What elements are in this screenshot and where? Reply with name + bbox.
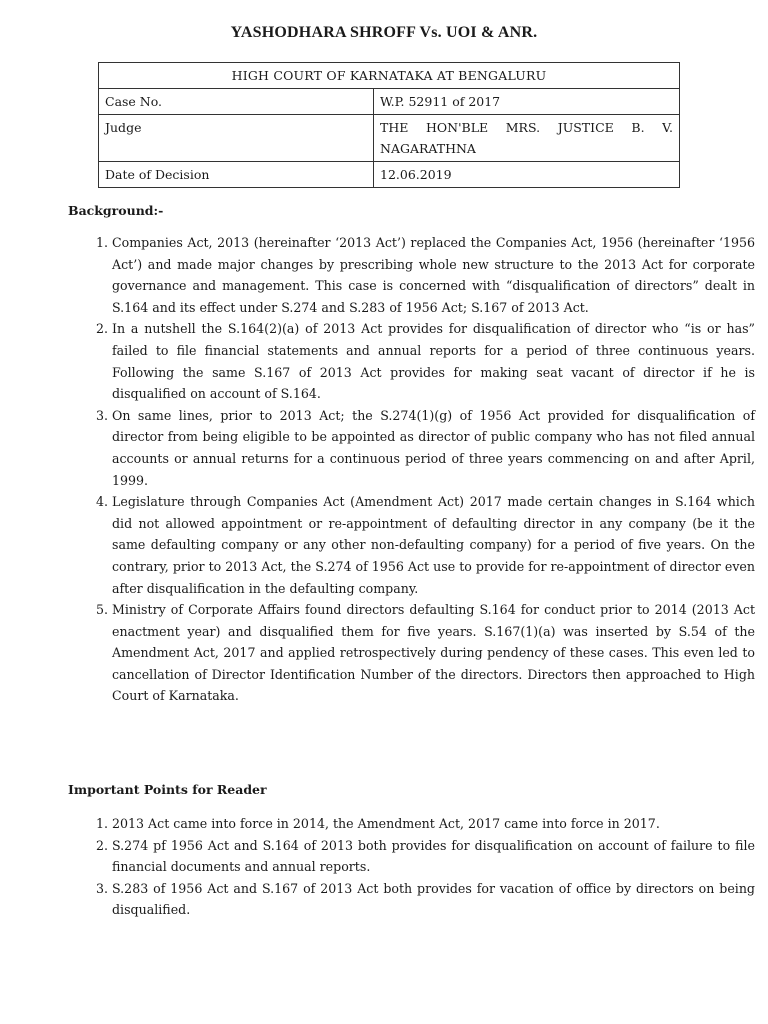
background-heading: Background:- [68,203,164,218]
case-info-table [98,62,680,188]
case-no-label: Case No. [99,89,374,115]
decision-date-value: 12.06.2019 [374,162,680,188]
list-item: 3. On same lines, prior to 2013 Act; the S.274(1)(g) of 1956 Act provided for disqualification of director from being eligible to be appointed as director of public company who has not filed annual accounts or annual returns for a continuous period of three years commencing on and after April, 1999. [112,405,755,491]
table-row [99,115,680,162]
list-item: 2. In a nutshell the S.164(2)(a) of 2013 Act provides for disqualification of director who “is or has” failed to file financial statements and annual reports for a period of three continuous years. Following the same S.167 of 2013 Act provides for making seat vacant of director if he is disqualified on account of S.164. [112,318,755,404]
case-no-value: W.P. 52911 of 2017 [374,89,680,115]
court-name: HIGH COURT OF KARNATAKA AT BENGALURU [99,63,680,89]
list-item: 4. Legislature through Companies Act (Amendment Act) 2017 made certain changes in S.164 which did not allowed appointment or re-appointment of defaulting director in any company (be it the same defaulting company or any other non-defaulting company) for a period of five years. On the contrary, prior to 2013 Act, the S.274 of 1956 Act use to provide for re-appointment of director even after disqualification in the defaulting company. [112,491,755,599]
background-list [68,232,755,707]
list-item: 2. S.274 pf 1956 Act and S.164 of 2013 both provides for disqualification on account of failure to file financial documents and annual reports. [112,835,755,878]
decision-date-label: Date of Decision [99,162,374,188]
list-item: 1. 2013 Act came into force in 2014, the Amendment Act, 2017 came into force in 2017. [112,813,755,835]
case-title: YASHODHARA SHROFF Vs. UOI & ANR. [230,24,538,41]
table-row [99,162,680,188]
judge-label: Judge [99,115,374,162]
important-points-heading: Important Points for Reader [68,782,267,797]
judge-value: THE HON'BLE MRS. JUSTICE B. V. NAGARATHNA [374,115,680,162]
list-item: 5. Ministry of Corporate Affairs found directors defaulting S.164 for conduct prior to 2014 (2013 Act enactment year) and disqualified them for five years. S.167(1)(a) was inserted by S.54 of the Amendment Act, 2017 and applied retrospectively during pendency of these cases. This even led to cancellation of Director Identification Number of the directors. Directors then approached to High Court of Karnataka. [112,599,755,707]
table-heading-row [99,63,680,89]
important-points-list [68,813,755,921]
list-item: 1. Companies Act, 2013 (hereinafter ‘2013 Act’) replaced the Companies Act, 1956 (hereinafter ‘1956 Act’) and made major changes by prescribing whole new structure to the 2013 Act for corporate governance and management. This case is concerned with “disqualification of directors” dealt in S.164 and its effect under S.274 and S.283 of 1956 Act; S.167 of 2013 Act. [112,232,755,318]
table-row [99,89,680,115]
list-item: 3. S.283 of 1956 Act and S.167 of 2013 Act both provides for vacation of office by directors on being disqualified. [112,878,755,921]
